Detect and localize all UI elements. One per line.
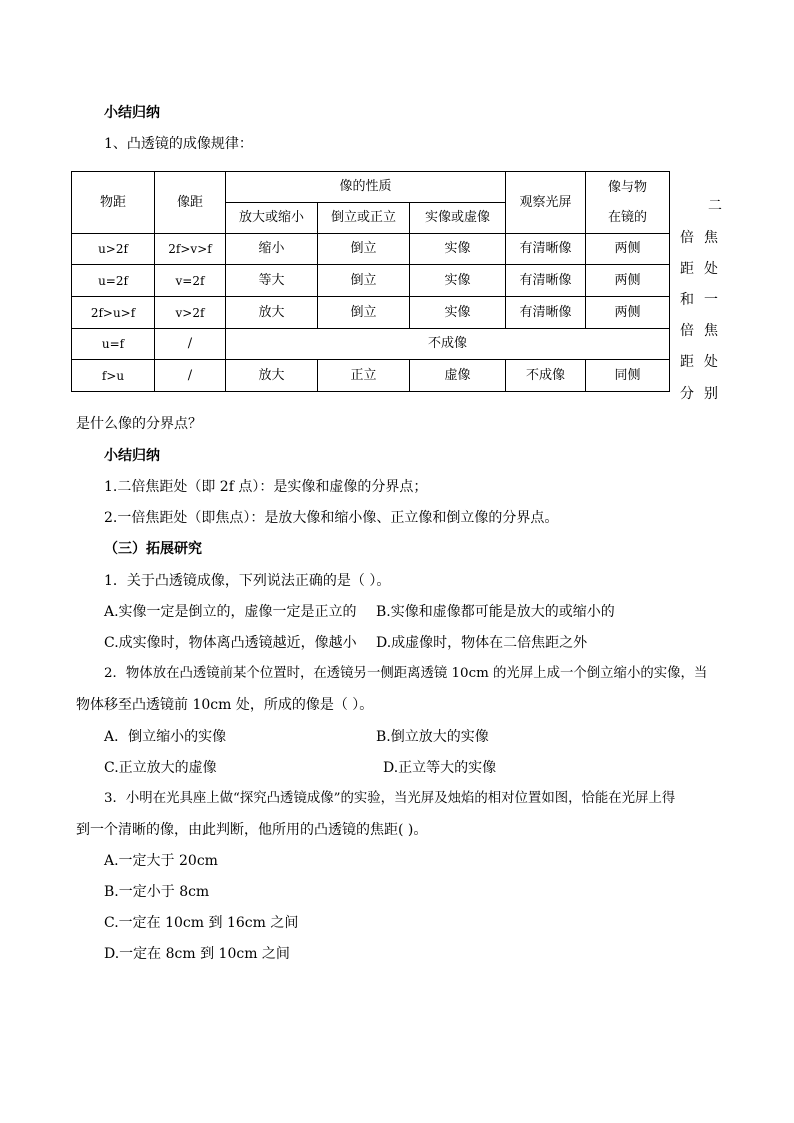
header-screen-observation: 观察光屏 (506, 172, 586, 234)
header-enlarge-or-shrink: 放大或缩小 (226, 203, 318, 234)
cell-size: 放大 (226, 297, 318, 329)
q2-stem-line2: 物体移至凸透镜前 10cm 处，所成的像是（ ）。 (76, 697, 374, 713)
cell-v: / (155, 329, 226, 360)
cell-screen: 不成像 (506, 360, 586, 392)
header-image-position-line1: 像与物 (607, 179, 647, 195)
cell-u: u=2f (72, 265, 155, 297)
q2-option-a: A．倒立缩小的实像 (104, 729, 227, 745)
side-question-char: 一 (704, 292, 718, 308)
cell-size: 等大 (226, 265, 318, 297)
cell-screen: 有清晰像 (506, 265, 586, 297)
side-question-char: 和 (680, 292, 694, 308)
cell-type: 实像 (410, 265, 506, 297)
q3-stem-line2: 到一个清晰的像，由此判断，他所用的凸透镜的焦距( )。 (76, 822, 428, 838)
header-image-nature: 像的性质 (226, 172, 506, 203)
cell-side: 同侧 (586, 360, 670, 392)
imaging-rules-table (71, 171, 670, 392)
cell-v: 2f>v>f (155, 234, 226, 265)
side-question-continuation: 是什么像的分界点？ (76, 416, 202, 432)
side-question-char: 处 (704, 354, 718, 370)
cell-u: u=f (72, 329, 155, 360)
cell-type: 实像 (410, 234, 506, 265)
cell-type: 实像 (410, 297, 506, 329)
side-question-char: 距 (680, 261, 694, 277)
side-question-char: 距 (680, 354, 694, 370)
q1-stem: 1．关于凸透镜成像，下列说法正确的是（ ）。 (104, 573, 391, 589)
cell-side: 两侧 (586, 265, 670, 297)
table-row (72, 360, 670, 392)
side-question-char: 分 (680, 386, 694, 402)
cell-v: / (155, 360, 226, 392)
header-inverted-or-upright: 倒立或正立 (318, 203, 410, 234)
header-image-position-line2: 在镜的 (607, 209, 647, 225)
section-heading-extension: （三）拓展研究 (104, 541, 202, 557)
q3-option-a: A.一定大于 20cm (104, 853, 218, 869)
table-header-row (72, 172, 670, 203)
q1-option-a: A.实像一定是倒立的，虚像一定是正立的 (104, 604, 357, 620)
cell-u: 2f>u>f (72, 297, 155, 329)
cell-v: v>2f (155, 297, 226, 329)
cell-type: 虚像 (410, 360, 506, 392)
q3-stem-line1: 3．小明在光具座上做“探究凸透镜成像”的实验，当光屏及烛焰的相对位置如图，恰能在光屏上得 (104, 791, 676, 806)
cell-u: u>2f (72, 234, 155, 265)
header-image-distance: 像距 (155, 172, 226, 234)
cell-orient: 倒立 (318, 234, 410, 265)
cell-orient: 倒立 (318, 265, 410, 297)
q3-option-d: D.一定在 8cm 到 10cm 之间 (104, 946, 290, 962)
cell-u: f>u (72, 360, 155, 392)
side-question-char: 倍 (680, 230, 694, 246)
cell-no-image: 不成像 (226, 329, 670, 360)
side-question-char: 焦 (704, 323, 718, 339)
cell-size: 缩小 (226, 234, 318, 265)
summary-point-2: 2.一倍焦距处（即焦点）：是放大像和缩小像、正立像和倒立像的分界点。 (104, 510, 559, 526)
cell-screen: 有清晰像 (506, 297, 586, 329)
q2-option-d: D.正立等大的实像 (383, 760, 497, 776)
side-question-char: 二 (708, 198, 722, 214)
cell-screen: 有清晰像 (506, 234, 586, 265)
q2-stem-line1: 2．物体放在凸透镜前某个位置时，在透镜另一侧距离透镜 10cm 的光屏上成一个倒立缩小的实像，当 (104, 666, 708, 681)
q3-option-c: C.一定在 10cm 到 16cm 之间 (104, 915, 299, 931)
cell-v: v=2f (155, 265, 226, 297)
cell-side: 两侧 (586, 234, 670, 265)
side-question-char: 倍 (680, 323, 694, 339)
side-question-column (678, 196, 722, 406)
table-row (72, 265, 670, 297)
table-row (72, 329, 670, 360)
table-row (72, 297, 670, 329)
side-question-char: 处 (704, 261, 718, 277)
q1-option-c: C.成实像时，物体离凸透镜越近，像越小 (104, 635, 357, 651)
q2-option-c: C.正立放大的虚像 (104, 760, 217, 776)
table-row (72, 234, 670, 265)
q2-option-b: B.倒立放大的实像 (376, 729, 489, 745)
header-real-or-virtual: 实像或虚像 (410, 203, 506, 234)
cell-orient: 正立 (318, 360, 410, 392)
section-heading-summary-2: 小结归纳 (104, 448, 160, 464)
side-question-char: 别 (704, 386, 718, 402)
cell-size: 放大 (226, 360, 318, 392)
cell-orient: 倒立 (318, 297, 410, 329)
q1-option-b: B.实像和虚像都可能是放大的或缩小的 (376, 604, 615, 620)
q3-option-b: B.一定小于 8cm (104, 884, 210, 900)
q1-option-d: D.成虚像时，物体在二倍焦距之外 (376, 635, 588, 651)
header-object-distance: 物距 (72, 172, 155, 234)
cell-side: 两侧 (586, 297, 670, 329)
summary-point-1: 1.二倍焦距处（即 2f 点）：是实像和虚像的分界点； (104, 479, 428, 495)
side-question-char: 焦 (704, 230, 718, 246)
section-heading-summary: 小结归纳 (104, 105, 160, 121)
header-image-position (586, 172, 670, 234)
rule-title: 1、凸透镜的成像规律： (104, 136, 253, 152)
